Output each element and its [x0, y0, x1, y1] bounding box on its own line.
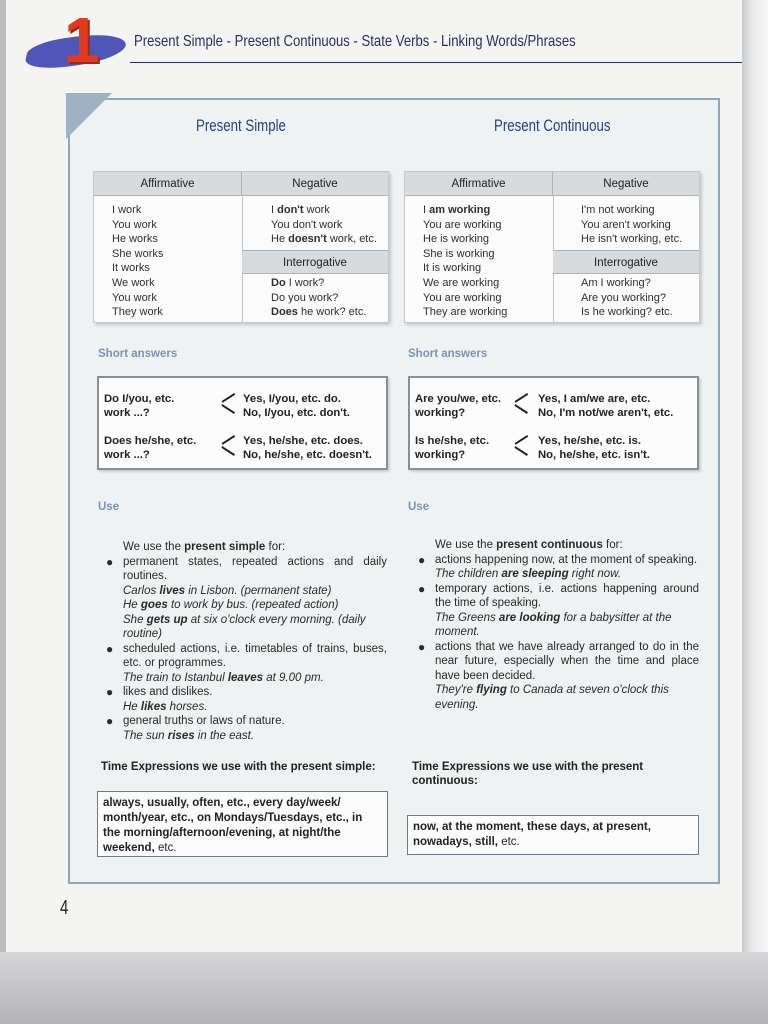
interrogative-form	[271, 276, 366, 291]
affirmative-form-part: am working	[429, 204, 491, 216]
bullet-icon: ●	[106, 554, 114, 569]
affirmative-form-part: You are working	[423, 218, 502, 231]
example-part: leaves	[227, 671, 264, 684]
affirmative-form: They work	[112, 306, 163, 319]
page-number: 4	[60, 897, 69, 919]
example-part: The children	[435, 568, 502, 580]
example-part: gets up	[146, 613, 188, 626]
affirmative-form-part: I	[423, 204, 430, 216]
question-line: work ...?	[104, 449, 150, 461]
present-simple-time-expressions-label: Time Expressions we use with the present simple:	[101, 761, 376, 773]
branch-chevron-icon	[221, 438, 237, 458]
interrogative-form-part: Does	[271, 306, 298, 319]
affirmative-form-part: They are working	[423, 306, 508, 319]
use-intro	[416, 538, 699, 553]
use-example	[123, 584, 387, 599]
present-continuous-short-answers-label: Short answers	[408, 348, 488, 360]
affirmative-form	[423, 218, 507, 233]
example-part: lives	[159, 584, 186, 597]
question-line: working?	[415, 407, 466, 419]
use-intro-part: present continuous	[496, 539, 603, 551]
use-item	[416, 553, 699, 582]
header-rule	[130, 62, 742, 63]
use-intro-part: present simple	[184, 541, 266, 553]
negative-form-part: He	[271, 233, 289, 246]
answer-line: Yes, I am/we are, etc.	[538, 393, 651, 405]
affirmative-form	[423, 291, 507, 306]
question-line: Are you/we, etc.	[415, 393, 502, 405]
short-answer-row	[410, 390, 697, 430]
negative-form: I'm not working	[581, 204, 655, 216]
use-example	[123, 729, 387, 744]
bullet-icon: ●	[418, 552, 426, 567]
example-part: are looking	[498, 611, 561, 624]
example-part: He	[123, 599, 141, 611]
affirmative-form: She works	[112, 247, 164, 260]
example-part: The sun	[123, 729, 168, 742]
short-answer-replies	[243, 392, 350, 420]
use-example	[435, 611, 699, 640]
bullet-icon: ●	[418, 581, 426, 596]
present-simple-title: Present Simple	[196, 116, 286, 135]
negative-form-part: You don't work	[271, 218, 343, 231]
bullet-icon: ●	[106, 641, 114, 656]
use-description: permanent states, repeated actions and daily routines.	[123, 555, 387, 582]
affirmative-form: You work	[112, 291, 157, 304]
affirmative-list	[423, 203, 507, 320]
question-line: Does he/she, etc.	[104, 435, 197, 447]
example-part: at 9.00 pm.	[263, 671, 324, 684]
example-part: She	[123, 613, 147, 626]
negative-list	[581, 203, 682, 247]
short-answer-replies	[243, 434, 372, 462]
question-line: Is he/she, etc.	[415, 435, 490, 447]
negative-header: Negative	[553, 172, 699, 196]
question-line: Do I/you, etc.	[104, 393, 175, 405]
use-item	[104, 555, 387, 642]
question-line: work ...?	[104, 407, 150, 419]
use-example	[435, 683, 699, 712]
short-answer-question	[104, 392, 174, 420]
affirmative-form	[423, 305, 507, 320]
short-answer-row	[99, 432, 386, 472]
interrogative-form	[271, 305, 366, 320]
negative-form-part: doesn't	[288, 233, 327, 246]
interrogative-form-part: Do you work?	[271, 291, 339, 304]
short-answer-replies	[538, 392, 673, 420]
present-continuous-short-answers-box	[408, 376, 699, 470]
example-part: at six o'clock every morning. (daily routine)	[123, 613, 366, 640]
short-answer-question	[104, 434, 196, 462]
use-example	[123, 598, 387, 613]
affirmative-header: Affirmative	[405, 172, 553, 196]
example-part: in the east.	[194, 729, 255, 742]
example-part: Carlos	[123, 584, 160, 597]
affirmative-form-part: He is working	[423, 233, 490, 246]
negative-form	[271, 218, 377, 233]
affirmative-form	[423, 247, 507, 262]
affirmative-form-part: She is working	[423, 247, 495, 260]
negative-form-part: work, etc.	[326, 233, 377, 246]
use-example	[123, 700, 387, 715]
use-item	[416, 582, 699, 640]
example-part: The Greens	[435, 611, 499, 624]
use-description: scheduled actions, i.e. timetables of trains, buses, etc. or programmes.	[123, 642, 387, 669]
affirmative-form	[423, 203, 507, 218]
example-part: The train to Istanbul	[123, 671, 228, 684]
short-answer-replies	[538, 434, 650, 462]
branch-chevron-icon	[514, 396, 530, 416]
present-simple-short-answers-label: Short answers	[98, 348, 178, 360]
scan-shadow	[0, 952, 768, 1024]
interrogative-form: Are you working?	[581, 291, 666, 304]
negative-form: You aren't working	[581, 218, 671, 231]
use-item	[104, 714, 387, 743]
answer-line: No, he/she, etc. doesn't.	[243, 449, 372, 461]
example-part: to Canada at seven o'clock this evening.	[435, 684, 669, 711]
use-example	[435, 567, 699, 582]
present-simple-time-expressions-box	[97, 791, 388, 857]
page-edge	[742, 0, 768, 952]
interrogative-list	[271, 276, 366, 320]
interrogative-form: Am I working?	[581, 277, 651, 289]
interrogative-form-part: he work? etc.	[297, 306, 367, 319]
use-intro-part: We use the	[123, 541, 185, 553]
affirmative-form-part: You are working	[423, 291, 502, 304]
chapter-number: 1	[64, 4, 100, 76]
use-description: actions that we have already arranged to do in the near future, especially when the time and place have been decided.	[435, 640, 699, 682]
present-continuous-time-expressions-label: Time Expressions we use with the present continuous:	[412, 761, 644, 787]
answer-line: No, I'm not/we aren't, etc.	[538, 407, 674, 419]
interrogative-header: Interrogative	[553, 250, 699, 274]
use-description: likes and dislikes.	[123, 686, 213, 698]
example-part: for a babysitter at the moment.	[435, 611, 672, 638]
branch-chevron-icon	[514, 438, 530, 458]
affirmative-form	[423, 276, 507, 291]
use-example	[123, 613, 387, 642]
branch-chevron-icon	[221, 396, 237, 416]
use-item	[104, 642, 387, 686]
chapter-logo	[24, 4, 128, 78]
example-part: likes	[140, 700, 167, 713]
interrogative-form: Is he working? etc.	[581, 306, 673, 319]
use-intro	[104, 540, 387, 555]
affirmative-form: We work	[112, 276, 155, 289]
example-part: rises	[167, 729, 195, 742]
use-description: actions happening now, at the moment of speaking.	[435, 553, 698, 566]
affirmative-form: I work	[112, 204, 142, 216]
short-answer-question	[415, 434, 489, 462]
negative-form	[271, 203, 377, 218]
example-part: They're	[435, 684, 477, 696]
affirmative-form	[423, 261, 507, 276]
use-intro-part: for:	[602, 539, 623, 551]
example-part: are sleeping	[501, 568, 569, 580]
bullet-icon: ●	[106, 685, 114, 699]
affirmative-header: Affirmative	[94, 172, 242, 196]
short-answer-row	[410, 432, 697, 472]
affirmative-form: He works	[112, 233, 158, 246]
example-part: horses.	[166, 700, 208, 713]
present-simple-form-table	[93, 171, 389, 323]
present-simple-short-answers-box	[97, 376, 388, 470]
time-expressions-tail: etc.	[498, 836, 520, 848]
use-intro-part: We use the	[435, 539, 497, 551]
use-item	[416, 640, 699, 713]
negative-form-part: I	[271, 204, 278, 216]
affirmative-form-part: It is working	[423, 262, 482, 275]
negative-form	[271, 232, 377, 247]
bullet-icon: ●	[106, 714, 114, 728]
negative-form-part: work	[303, 204, 330, 216]
answer-line: No, I/you, etc. don't.	[243, 407, 350, 419]
present-simple-use-list	[104, 540, 387, 743]
present-continuous-title: Present Continuous	[494, 116, 611, 135]
interrogative-header: Interrogative	[242, 250, 388, 274]
question-line: working?	[415, 449, 466, 461]
example-part: He	[123, 700, 141, 713]
time-expressions-tail: etc.	[154, 842, 177, 854]
use-example	[123, 671, 387, 686]
present-continuous-use-label: Use	[408, 501, 430, 513]
example-part: goes	[140, 599, 168, 611]
present-simple-use-label: Use	[98, 501, 120, 513]
affirmative-form: You work	[112, 218, 157, 231]
example-part: right now.	[568, 568, 622, 580]
present-continuous-form-table	[404, 171, 700, 323]
panel-corner-icon	[66, 93, 112, 139]
affirmative-form-part: We are working	[423, 276, 500, 289]
negative-header: Negative	[242, 172, 388, 196]
interrogative-form-part: Do	[271, 277, 286, 289]
time-expressions-text: now, at the moment, these days, at present, nowadays, still,	[413, 821, 651, 848]
short-answer-row	[99, 390, 386, 430]
affirmative-form	[423, 232, 507, 247]
interrogative-form	[271, 291, 366, 306]
answer-line: Yes, he/she, etc. is.	[538, 435, 641, 447]
present-continuous-use-list	[416, 538, 699, 712]
answer-line: No, he/she, etc. isn't.	[538, 449, 650, 461]
present-continuous-time-expressions-box	[407, 815, 699, 855]
interrogative-list	[581, 276, 673, 320]
example-part: flying	[476, 684, 507, 696]
time-expressions-text: always, usually, often, etc., every day/week/ month/year, etc., on Mondays/Tuesdays, etc., in the morning/afternoon/evening, at night/the weekend,	[103, 797, 363, 854]
affirmative-form: It works	[112, 262, 150, 275]
use-intro-part: for:	[265, 541, 286, 553]
use-item	[104, 685, 387, 714]
interrogative-form-part: I work?	[285, 277, 325, 289]
example-part: in Lisbon. (permanent state)	[185, 584, 332, 597]
negative-list	[271, 203, 377, 247]
bullet-icon: ●	[418, 639, 426, 654]
answer-line: Yes, he/she, etc. does.	[243, 435, 363, 447]
header-title: Present Simple - Present Continuous - State Verbs - Linking Words/Phrases	[134, 33, 576, 50]
answer-line: Yes, I/you, etc. do.	[243, 393, 341, 405]
negative-form: He isn't working, etc.	[581, 233, 683, 246]
example-part: to work by bus. (repeated action)	[167, 599, 339, 611]
short-answer-question	[415, 392, 501, 420]
negative-form-part: don't	[277, 204, 304, 216]
use-description: temporary actions, i.e. actions happening around the time of speaking.	[435, 582, 699, 609]
affirmative-list	[112, 203, 163, 320]
use-description: general truths or laws of nature.	[123, 715, 285, 727]
